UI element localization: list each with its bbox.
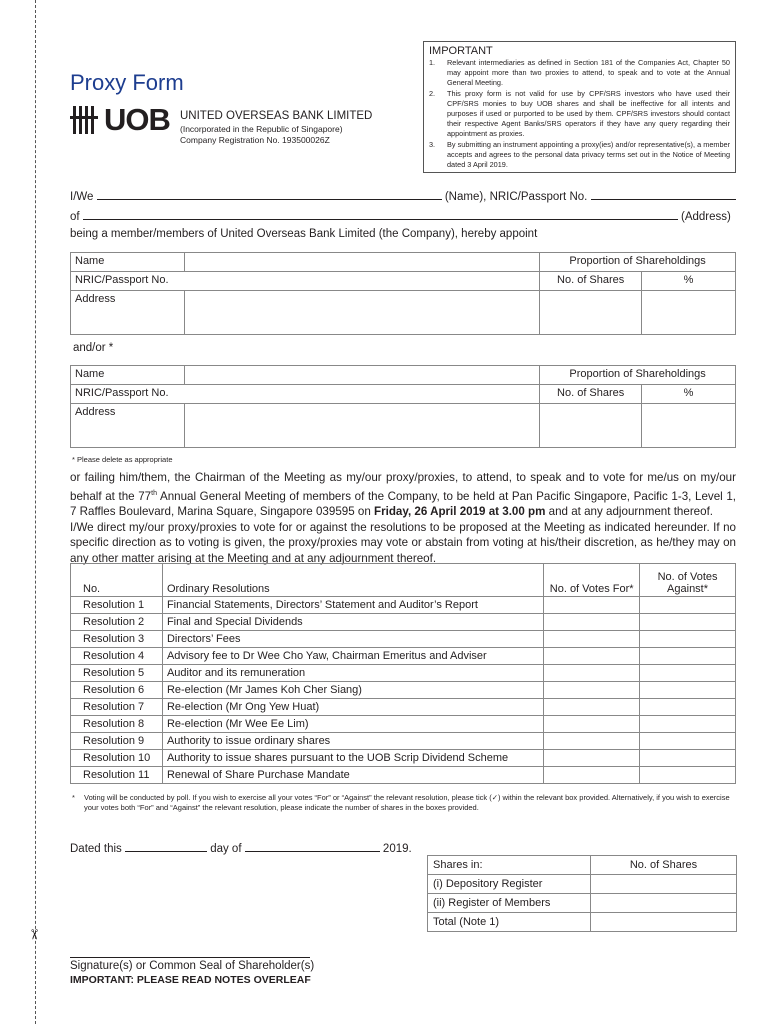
resolution-text: Renewal of Share Purchase Mandate [162,767,543,784]
col-no-header: No. [71,564,163,597]
vote-note-star: * [72,793,75,802]
col-votes-for-header: No. of Votes For* [544,564,640,597]
day-of-label: day of [210,843,242,855]
member-text: ), hereby appoint [450,228,538,240]
of-label: of [70,211,80,223]
votes-for-field[interactable] [544,648,640,665]
company-term: Company [401,228,451,240]
appointer-address-row [70,208,731,223]
appointer-nric-field[interactable] [591,188,736,200]
votes-against-field[interactable] [640,716,736,733]
proxy-nric-label: NRIC/Passport No. [71,272,540,291]
votes-for-field[interactable] [544,699,640,716]
signature-label: Signature(s) or Common Seal of Shareholder(s) [70,960,315,972]
bank-name: UNITED OVERSEAS BANK LIMITED [180,110,373,122]
resolution-text: Directors’ Fees [162,631,543,648]
resolution-number: Resolution 3 [71,631,163,648]
register-of-members-field[interactable] [591,894,737,913]
dated-row [70,840,412,855]
resolution-text: Re-election (Mr Wee Ee Lim) [162,716,543,733]
appointment-paragraph [70,470,736,566]
no-of-shares-label: No. of Shares [540,272,642,291]
votes-against-field[interactable] [640,767,736,784]
table-row [71,648,736,665]
votes-for-field[interactable] [544,733,640,750]
bank-incorporation: (Incorporated in the Republic of Singapore) [180,124,343,134]
total-field[interactable] [591,913,737,932]
proxy-address-label: Address [71,404,185,448]
col-votes-against-header: No. of Votes Against* [640,564,736,597]
important-notice: IMPORTANT: PLEASE READ NOTES OVERLEAF [70,974,311,986]
appointer-name-field[interactable] [97,188,442,200]
uob-logo-text: UOB [104,102,170,137]
proxy-shares-field[interactable] [540,404,642,448]
proxy-table-1 [70,252,736,335]
votes-against-field[interactable] [640,665,736,682]
votes-against-field[interactable] [640,750,736,767]
table-row [71,682,736,699]
resolution-number: Resolution 8 [71,716,163,733]
resolution-text: Financial Statements, Directors’ Statement and Auditor’s Report [162,597,543,614]
important-item-number: 3. [429,139,436,149]
resolution-number: Resolution 4 [71,648,163,665]
proxy-address-label: Address [71,291,185,335]
proxy-percent-field[interactable] [642,404,736,448]
resolution-text: Advisory fee to Dr Wee Cho Yaw, Chairman Emeritus and Adviser [162,648,543,665]
resolution-number: Resolution 10 [71,750,163,767]
table-row [71,699,736,716]
votes-for-field[interactable] [544,750,640,767]
appointer-address-field[interactable] [83,208,678,220]
important-item-text: This proxy form is not valid for use by CPF/SRS investors who have used their CPF/SRS monies to buy UOB shares and shall be ineffective for all intents and purposes if used or purported to be used by them. CPF/SRS investors should contact their respective Agent Banks/SRS operators if they have any query regarding their appointment as proxies. [447,88,730,139]
table-row [71,614,736,631]
proxy-percent-field[interactable] [642,291,736,335]
resolution-text: Authority to issue shares pursuant to the UOB Scrip Dividend Scheme [162,750,543,767]
dated-this-label: Dated this [70,843,122,855]
proxy-table-2 [70,365,736,448]
votes-against-field[interactable] [640,597,736,614]
table-row [71,597,736,614]
bank-registration: Company Registration No. 193500026Z [180,135,330,145]
signature-field[interactable] [70,957,310,958]
resolution-number: Resolution 2 [71,614,163,631]
year-label: 2019. [382,843,412,855]
vote-note [72,793,736,812]
month-field[interactable] [245,840,380,852]
vote-note-text: Voting will be conducted by poll. If you wish to exercise all your votes “For” or “Against” the relevant resolution, please tick (✓) within the relevant box provided. Alternatively, if you wish to exercise your votes both “For” and “Against” the relevant resolution, please indicate the number of shares in the boxes provided. [84,793,730,812]
important-item-number: 1. [429,58,436,67]
votes-for-field[interactable] [544,614,640,631]
votes-for-field[interactable] [544,631,640,648]
resolution-text: Re-election (Mr James Koh Cher Siang) [162,682,543,699]
shares-table [427,855,737,932]
page-title: Proxy Form [70,70,184,95]
votes-for-field[interactable] [544,665,640,682]
paragraph-1 [70,470,736,520]
resolution-number: Resolution 6 [71,682,163,699]
resolution-number: Resolution 5 [71,665,163,682]
uob-logo-mark-icon [70,104,100,136]
important-item [429,140,730,171]
votes-against-field[interactable] [640,699,736,716]
votes-against-field[interactable] [640,648,736,665]
proxy-shares-field[interactable] [540,291,642,335]
important-item [429,89,730,140]
chairman-term: Chairman of the Meeting [194,471,326,484]
table-row [71,716,736,733]
table-row [71,733,736,750]
table-row [71,631,736,648]
proxy-name-label: Name [71,366,185,385]
no-of-shares-label: No. of Shares [540,385,642,404]
table-row [71,665,736,682]
important-item-number: 2. [429,88,436,98]
address-label: (Address) [681,211,731,223]
important-box [423,41,736,173]
appointer-name-row [70,188,736,203]
resolution-number: Resolution 1 [71,597,163,614]
votes-against-field[interactable] [640,682,736,699]
proxy-name-field[interactable] [184,366,539,385]
resolution-number: Resolution 11 [71,767,163,784]
resolutions-table [70,563,736,784]
percent-label: % [642,272,736,291]
proportion-label: Proportion of Shareholdings [540,253,736,272]
important-heading: IMPORTANT [429,45,493,57]
meeting-date: Friday, 26 April 2019 at 3.00 pm [374,505,546,519]
cut-line [35,0,36,1024]
name-nric-label: (Name), NRIC/Passport No. [444,191,588,203]
votes-for-field[interactable] [544,767,640,784]
delete-note: * Please delete as appropriate [72,455,173,464]
depository-register-field[interactable] [591,875,737,894]
important-item-text: Relevant intermediaries as defined in Section 181 of the Companies Act, Chapter 50 may appoint more than two proxies to attend, to speak and to vote at the Annual General Meeting. [447,58,730,88]
votes-for-field[interactable] [544,716,640,733]
agm-term: Annual General Meeting [156,489,286,503]
total-label: Total (Note 1) [428,913,591,932]
paragraph-2: I/We direct my/our proxy/proxies to vote for or against the resolutions to be proposed at the Meeting as indicated hereunder. If no specific direction as to voting is given, the proxy/proxies may vote or abstain from voting at his/their discretion, as he/they may on any other matter arising at the Meeting and at any adjournment thereof. [70,520,736,565]
votes-against-field[interactable] [640,614,736,631]
resolution-text: Auditor and its remuneration [162,665,543,682]
scissors-icon: ✂ [26,928,43,941]
proxy-name-field[interactable] [184,253,539,272]
paragraph-text: as my/our proxy/proxies, to attend, to speak and to vote for me/us on my/our behalf at the 77 [70,471,736,503]
percent-label: % [642,385,736,404]
resolution-number: Resolution 9 [71,733,163,750]
votes-against-field[interactable] [640,733,736,750]
day-field[interactable] [125,840,207,852]
votes-for-field[interactable] [544,682,640,699]
resolution-text: Re-election (Mr Ong Yew Huat) [162,699,543,716]
important-item [429,58,730,89]
paragraph-text: and at any adjournment thereof. [545,505,714,519]
proportion-label: Proportion of Shareholdings [540,366,736,385]
shares-count-header: No. of Shares [591,856,737,875]
table-row [71,767,736,784]
resolution-text: Authority to issue ordinary shares [162,733,543,750]
andor-label: and/or * [73,342,114,354]
depository-register-label: (i) Depository Register [428,875,591,894]
col-resolution-header: Ordinary Resolutions [162,564,543,597]
register-of-members-label: (ii) Register of Members [428,894,591,913]
member-statement [70,228,537,240]
member-text: being a member/members of United Overseas Bank Limited (the [70,228,402,240]
iwe-label: I/We [70,191,94,203]
resolution-text: Final and Special Dividends [162,614,543,631]
table-row [71,750,736,767]
paragraph-text: of members of the Company, to be held at Pan Pacific Singapore, Pacific 1-3, Level 1, 7 Raffles Boulevard, Marina Square, Singapore 039595 on [70,489,737,519]
proxy-name-label: Name [71,253,185,272]
resolution-number: Resolution 7 [71,699,163,716]
proxy-address-field[interactable] [184,404,539,448]
ordinal-suffix: th [151,489,157,497]
votes-for-field[interactable] [544,597,640,614]
shares-in-label: Shares in: [428,856,591,875]
important-item-text: By submitting an instrument appointing a proxy(ies) and/or representative(s), a member accepts and agrees to the personal data privacy terms set out in the Notice of Meeting dated 3 April 2019. [447,139,730,170]
uob-logo [70,104,170,136]
votes-against-field[interactable] [640,631,736,648]
proxy-address-field[interactable] [184,291,539,335]
proxy-nric-label: NRIC/Passport No. [71,385,540,404]
paragraph-text: or failing him/them, the [70,471,195,484]
